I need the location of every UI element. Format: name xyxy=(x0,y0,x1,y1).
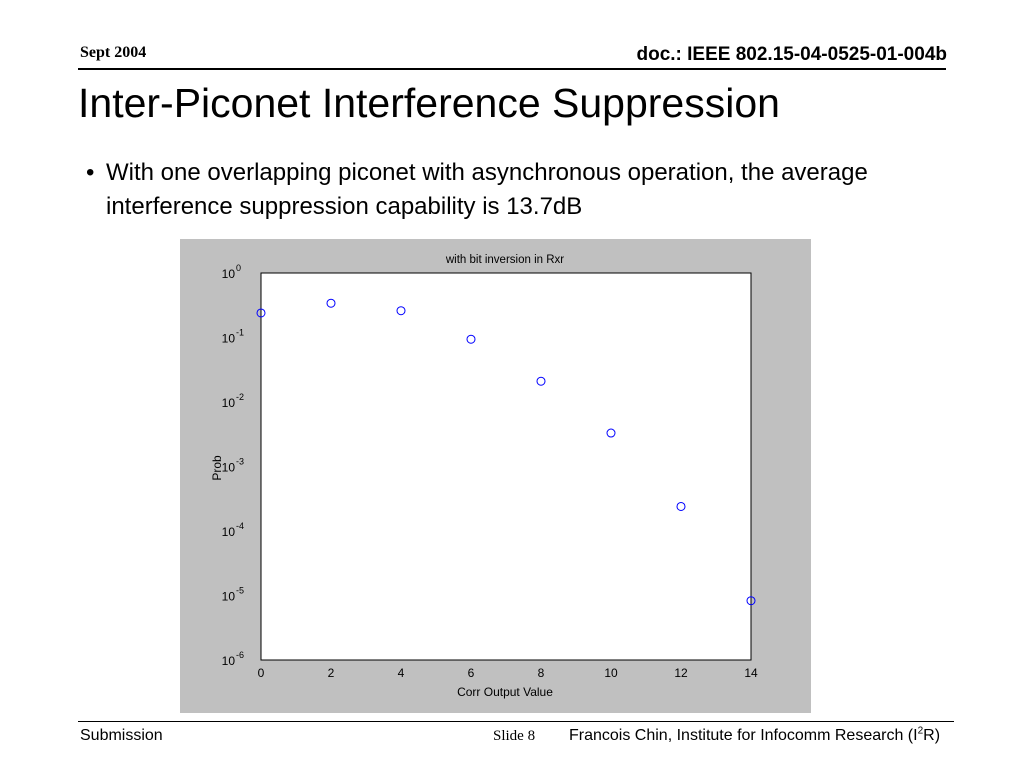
footer-submission: Submission xyxy=(80,727,163,744)
header-doc-id: doc.: IEEE 802.15-04-0525-01-004b xyxy=(636,44,947,65)
y-tick-label: 10 xyxy=(221,654,235,668)
y-axis-label: Prob xyxy=(210,455,224,481)
footer-author-pre: Francois Chin, Institute for Infocomm Research (I xyxy=(569,727,918,744)
bullet-item xyxy=(86,156,966,224)
chart-title: with bit inversion in Rxr xyxy=(445,254,565,266)
x-tick-label: 2 xyxy=(327,666,335,680)
chart-figure xyxy=(180,239,811,713)
y-tick-labels xyxy=(222,263,244,668)
footer-author-post: R) xyxy=(923,727,941,744)
y-tick-label: 10 xyxy=(221,460,235,475)
x-tick-labels xyxy=(258,666,758,680)
y-tick-label: 10 xyxy=(221,396,235,410)
chart-frame xyxy=(261,273,751,660)
y-tick-exponent: 0 xyxy=(236,263,242,273)
header-date: Sept 2004 xyxy=(80,44,147,61)
header-rule xyxy=(78,68,946,70)
y-tick-exponent: -2 xyxy=(236,392,245,402)
slide-title: Inter-Piconet Interference Suppression xyxy=(78,80,780,126)
y-tick-exponent: -5 xyxy=(236,585,245,596)
footer-slide-number: Slide 8 xyxy=(493,728,536,744)
footer-author-sup: 2 xyxy=(917,725,924,737)
bullet-text: With one overlapping piconet with asynchronous operation, the average interference suppression capability is 13.7dB xyxy=(106,159,868,220)
x-tick-label: 14 xyxy=(744,666,758,680)
y-tick-label: 10 xyxy=(221,267,235,281)
y-tick-exponent: -1 xyxy=(236,327,245,338)
x-tick-label: 10 xyxy=(604,666,618,680)
x-tick-label: 8 xyxy=(537,666,545,680)
y-tick-label: 10 xyxy=(221,331,235,346)
x-tick-label: 12 xyxy=(674,666,688,680)
footer-author xyxy=(569,727,940,745)
plot-area xyxy=(261,273,751,660)
x-tick-label: 4 xyxy=(397,666,405,680)
bullet-dot-icon: • xyxy=(86,159,95,186)
chart-svg xyxy=(180,239,811,713)
x-tick-label: 6 xyxy=(467,666,475,680)
x-tick-label: 0 xyxy=(257,666,265,680)
y-tick-label: 10 xyxy=(221,525,235,539)
y-tick-exponent: -6 xyxy=(236,650,245,660)
y-tick-label: 10 xyxy=(221,589,235,604)
y-tick-exponent: -4 xyxy=(236,521,245,531)
y-tick-exponent: -3 xyxy=(236,456,245,467)
x-axis-label: Corr Output Value xyxy=(457,685,553,699)
footer-rule xyxy=(78,721,954,722)
